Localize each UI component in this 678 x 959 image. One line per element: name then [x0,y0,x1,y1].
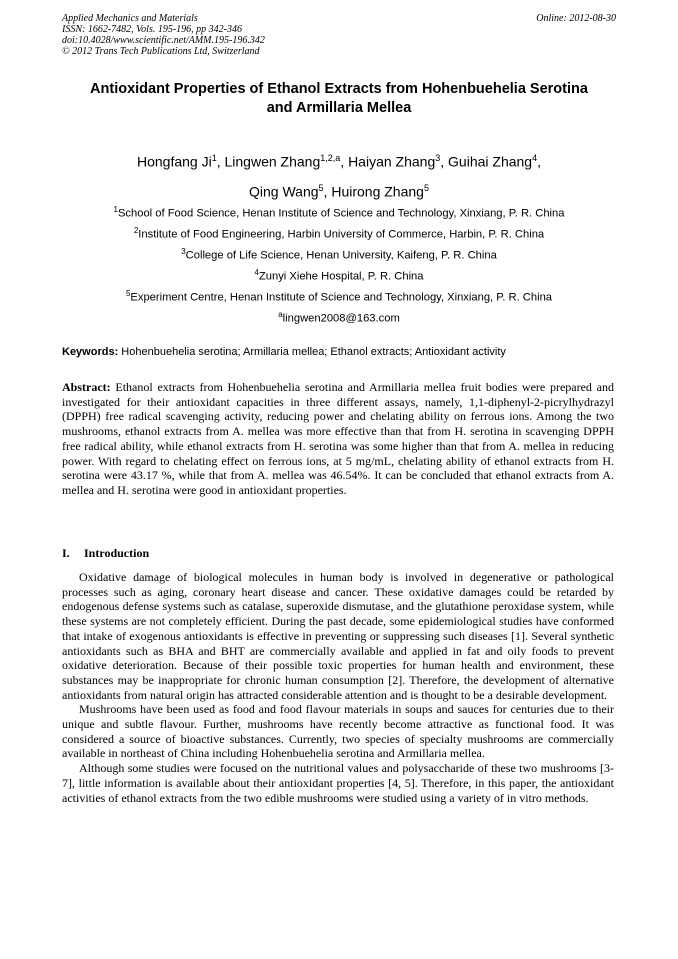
affiliation [40,241,638,262]
section-heading [62,546,149,561]
affiliation-text: Zunyi Xiehe Hospital, P. R. China [258,270,424,283]
affiliation-text: School of Food Science, Henan Institute of Science and Technology, Xinxiang, P. R. China [117,207,565,220]
section-title: Introduction [84,546,150,560]
corresponding-email [40,304,638,325]
author-affiliation-mark: 5 [318,182,324,193]
title-line-1: Antioxidant Properties of Ethanol Extracts from Hohenbuehelia Serotina [90,81,588,97]
author-list [50,145,628,204]
author-affiliation-mark: 3 [435,153,441,163]
author-separator: , [340,153,349,170]
affiliation-text: Experiment Centre, Henan Institute of Science and Technology, Xinxiang, P. R. China [130,291,553,304]
copyright-line: © 2012 Trans Tech Publications Ltd, Switzerland [62,46,260,57]
author-affiliation-mark: 1,2,a [320,153,341,163]
doi-line: doi:10.4028/www.scientific.net/AMM.195-196.342 [62,35,265,46]
affiliation-text: Institute of Food Engineering, Harbin University of Commerce, Harbin, P. R. China [138,228,545,241]
author-name: Hongfang Ji [136,153,212,170]
keywords [62,345,622,359]
affiliation-list [40,199,638,325]
abstract [62,380,614,498]
author-separator: , [323,183,332,200]
journal-name: Applied Mechanics and Materials [62,13,198,24]
abstract-text: Ethanol extracts from Hohenbuehelia serotina and Armillaria mellea fruit bodies were prepared and investigated for their antioxidant capacities in three different assays, namely, 1,1-diphenyl-2-picrylhydrazyl (DPPH) free radical scavenging activity, reducing power and chelating ability on ferrous ions. Among the two mushrooms, ethanol extracts from A. mellea was more effective than that from H. serotina in scavenging DPPH free radical ability, while ethanol extracts from H. serotina was some higher than that from A. mellea in reducing power. With regard to chelating effect on ferrous ions, at 5 mg/mL, chelating ability of ethanol extracts from H. serotina were 43.17 %, while that from A. mellea was 46.54%. It can be concluded that ethanol extracts from A. mellea and H. serotina were good in antioxidant properties. [62,380,614,497]
author-affiliation-mark: 5 [423,182,429,193]
title-line-2: and Armillaria Mellea [266,100,412,116]
affiliation-mark: 1 [113,205,118,214]
keywords-label: Keywords: [62,346,119,358]
affiliation-text: College of Life Science, Henan University, Kaifeng, P. R. China [185,249,497,262]
paragraph: Oxidative damage of biological molecules in human body is involved in degenerative or pathological processes such as aging, coronary heart disease and cancer. These oxidative damages could be retarded by endogenous defense systems such as catalase, superoxide dismutase, and the glutathione peroxidase system, while these systems are not completely efficient. During the past decade, some epidemiological studies have conformed that intake of exogenous antioxidants is effective in preventing or suppressing such diseases [1]. Several synthetic antioxidants such as BHA and BHT are commercially available and applied in fat and oily foods to prevent oxidative deterioration. Because of their possible toxic properties for human health and environment, these substances may be inappropriate for chronic human consumption [2]. Therefore, the development of alternative antioxidants from natural origin has attracted considerable attention and is thought to be a desirable development. [62,570,614,702]
affiliation [40,220,638,241]
author-separator: , [537,153,541,170]
author-separator: , [216,153,225,170]
paper-title [50,80,628,118]
online-date: Online: 2012-08-30 [536,13,616,24]
author-name: Huirong Zhang [331,183,424,200]
issn-line: ISSN: 1662-7482, Vols. 195-196, pp 342-346 [62,24,242,35]
abstract-label: Abstract: [62,380,111,394]
affiliation-mark: 5 [125,289,131,298]
author-name: Lingwen Zhang [224,153,321,170]
author-affiliation-mark: 4 [532,153,538,163]
affiliation-mark: a [278,310,283,319]
affiliation-mark: 4 [254,268,259,277]
author-name: Haiyan Zhang [348,153,436,170]
author-name: Guihai Zhang [448,153,533,170]
email-text: lingwen2008@163.com [282,312,400,325]
introduction-body [62,570,614,805]
section-number: I. [62,546,70,560]
affiliation-mark: 3 [181,247,186,256]
keywords-text: Hohenbuehelia serotina; Armillaria mellea; Ethanol extracts; Antioxidant activity [118,346,506,358]
journal-header [62,13,616,57]
author-affiliation-mark: 1 [211,153,217,163]
paragraph: Mushrooms have been used as food and food flavour materials in soups and sauces for centuries due to their unique and subtle flavour. Further, mushrooms have recently become attractive as functional food. It was considered a source of bioactive substances. Currently, two species of specialty mushrooms are commercially available in northeast of China including Hohenbuehelia serotina and Armillaria mellea. [62,702,614,761]
author-line-1 [50,145,628,175]
affiliation [40,283,638,304]
affiliation [40,262,638,283]
affiliation [40,199,638,220]
paragraph: Although some studies were focused on the nutritional values and polysaccharide of these two mushrooms [3-7], little information is available about their antioxidant properties [4, 5]. Therefore, in this paper, the antioxidant activities of ethanol extracts from the two edible mushrooms were studied using a variety of in vitro methods. [62,761,614,805]
affiliation-mark: 2 [133,226,139,235]
author-name: Qing Wang [249,183,319,200]
author-separator: , [440,153,449,170]
